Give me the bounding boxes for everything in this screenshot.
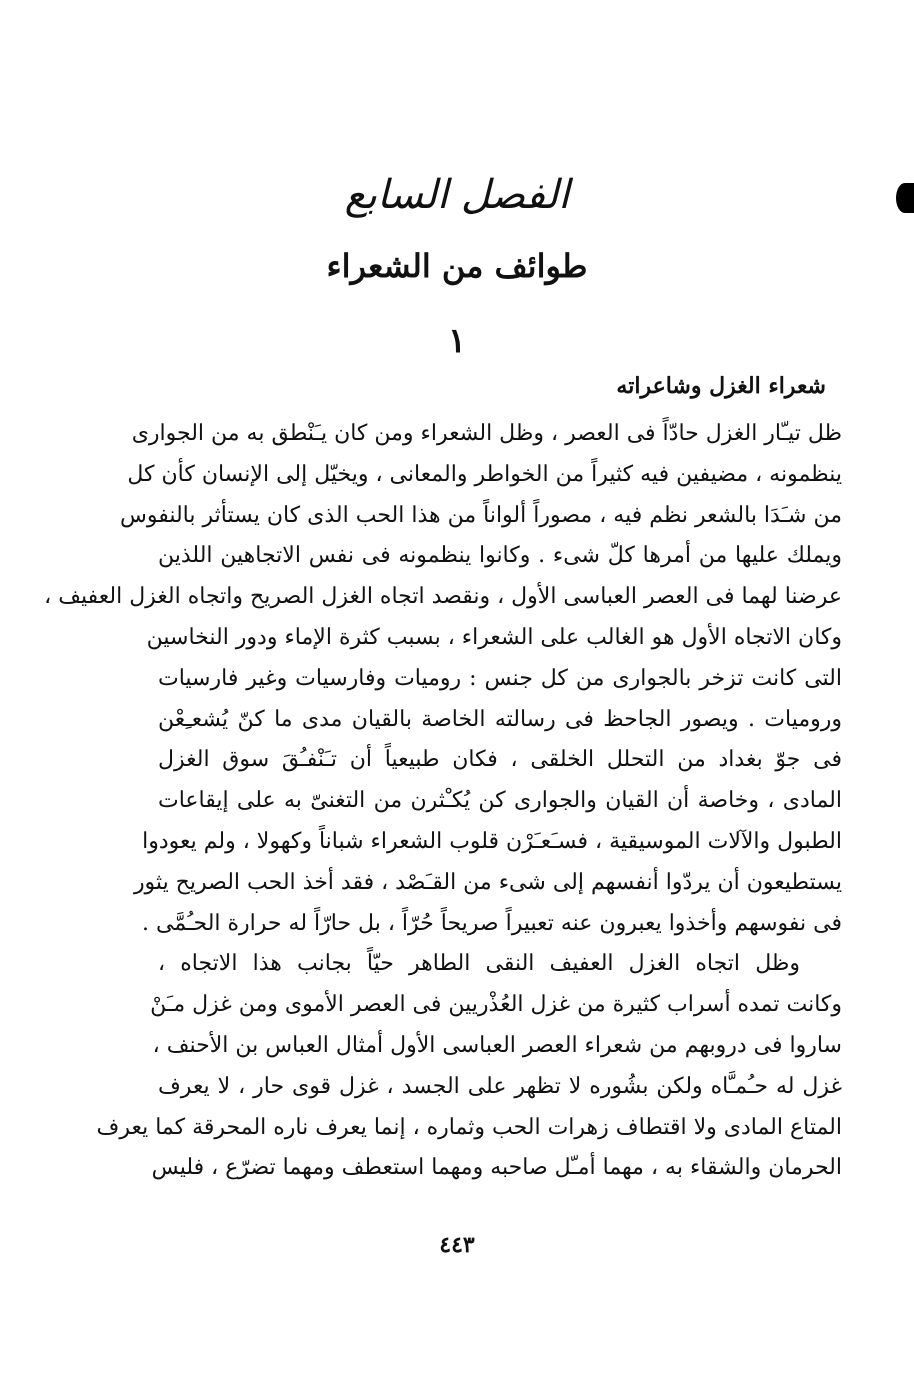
text-line: فى نفوسهم وأخذوا يعبرون عنه تعبيراً صريحاً حُرّاً ، بل حارّاً له حرارة الحـُمَّى . [142,910,842,936]
text-line: التى كانت تزخر بالجوارى من كل جنس : روميات وفارسيات وغير فارسيات [158,665,842,691]
text-line: ينظمونه ، مضيفين فيه كثيراً من الخواطر والمعانى ، ويخيّل إلى الإنسان كأن كل [127,461,842,487]
text-line: يستطيعون أن يردّوا أنفسهم إلى شىء من القـَصْد ، فقد أخذ الحب الصريح يثور [133,869,842,895]
chapter-heading: الفصل السابع [344,172,570,218]
text-line: ساروا فى دروبهم من شعراء العصر العباسى الأول أمثال العباس بن الأحنف ، [152,1032,842,1058]
body-text [44,414,843,1189]
chapter-subtitle: طوائف من الشعراء [326,247,588,285]
text-line: الطبول والآلات الموسيقية ، فسـَعـَرْن قلوب الشعراء شباناً وكهولا ، ولم يعودوا [142,828,842,854]
text-line: وروميات . ويصور الجاحظ فى رسالته الخاصة بالقيان مدى ما كنّ يُشعـِعْن [158,706,842,732]
text-line: المادى ، وخاصة أن القيان والجوارى كن يُكـْثرن من التغنىّ به على إيقاعات [158,788,842,814]
text-line: من شـَدَا بالشعر نظم فيه ، مصوراً ألواناً من هذا الحب الذى كان يستأثر بالنفوس [119,502,842,528]
page-number: ٤٤٣ [439,1232,475,1258]
text-line: وكان الاتجاه الأول هو الغالب على الشعراء ، بسبب كثرة الإماء ودور النخاسين [146,624,842,650]
text-line: وكانت تمده أسراب كثيرة من غزل العُذْريين فى العصر الأموى ومن غزل مـَنْ [150,992,842,1018]
text-line: وظل اتجاه الغزل العفيف النقى الطاهر حيّاً بجانب هذا الاتجاه ، [158,951,800,977]
section-number: ١ [447,321,467,361]
text-line: غزل له حـُمـَّاه ولكن بشُوره لا تظهر على الجسد ، غزل قوى حار ، لا يعرف [158,1073,843,1099]
text-line: ظل تيـّار الغزل حادّاً فى العصر ، وظل الشعراء ومن كان يـَنْطق به من الجوارى [131,421,842,446]
section-title: شعراء الغزل وشاعراته [616,373,826,399]
text-line: المتاع المادى ولا اقتطاف زهرات الحب وثماره ، إنما يعرف ناره المحرقة كما يعرف [96,1114,842,1140]
text-line: ويملك عليها من أمرها كلّ شىء . وكانوا ينظمونه فى نفس الاتجاهين اللذين [158,543,842,569]
text-line: فى جوّ بغداد من التحلل الخلقى ، فكان طبيعياً أن تـَنْفـُقَ سوق الغزل [158,747,842,773]
text-line: عرضنا لهما فى العصر العباسى الأول ، ونقصد اتجاه الغزل الصريح واتجاه الغزل العفيف ، [44,584,842,610]
text-line: الحرمان والشقاء به ، مهما أمـّل صاحبه ومهما استعطف ومهما تضرّع ، فليس [151,1155,842,1181]
